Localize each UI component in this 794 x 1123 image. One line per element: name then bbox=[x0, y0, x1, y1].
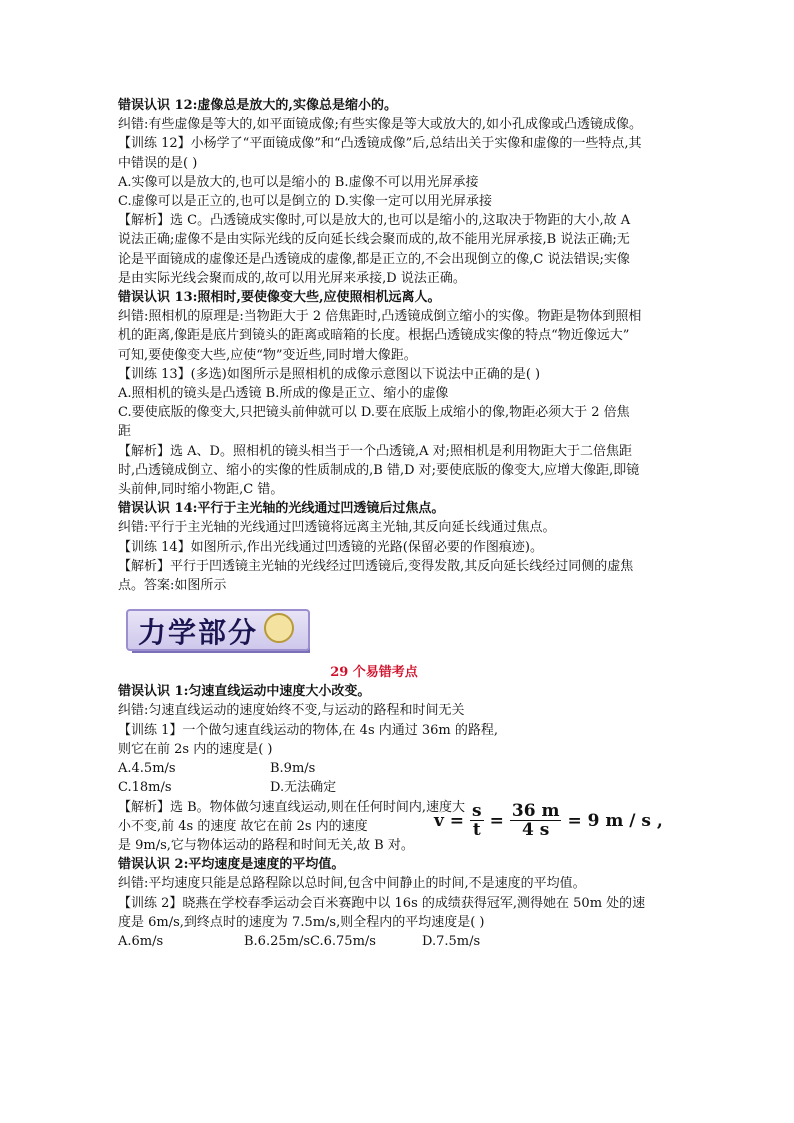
paragraph-line: 小不变,前 4s 的速度 故它在前 2s 内的速度 bbox=[118, 818, 368, 834]
formula-fraction-2 bbox=[510, 802, 562, 839]
q1-option-d: D.无法确定 bbox=[270, 780, 337, 796]
paragraph-line: 【解析】选 A、D。照相机的镜头相当于一个凸透镜,A 对;照相机是利用物距大于二倍焦距 bbox=[118, 443, 632, 459]
error-heading: 错误认识 14:平行于主光轴的光线通过凹透镜后过焦点。 bbox=[118, 501, 445, 517]
paragraph-line: 纠错:平行于主光轴的光线通过凹透镜将远离主光轴,其反向延长线通过焦点。 bbox=[118, 520, 556, 536]
q2-options bbox=[118, 932, 690, 951]
formula-lhs: v = bbox=[434, 810, 465, 831]
paragraph-line: 时,凸透镜成倒立、缩小的实像的性质制成的,B 错,D 对;要使底版的像变大,应增大像距,即镜 bbox=[118, 462, 640, 478]
paragraph-line: 论是平面镜成的虚像还是凸透镜成的虚像,都是正立的,不会出现倒立的像,C 说法错误;实像 bbox=[118, 251, 630, 267]
paragraph-line: 【训练 14】如图所示,作出光线通过凹透镜的光路(保留必要的作图痕迹)。 bbox=[118, 539, 543, 555]
paragraph-line: 【解析】平行于凹透镜主光轴的光线经过凹透镜后,变得发散,其反向延长线经过同侧的虚焦 bbox=[118, 558, 634, 574]
paragraph-line: A.照相机的镜头是凸透镜 B.所成的像是正立、缩小的虚像 bbox=[118, 386, 449, 402]
paragraph-line: 可知,要使像变大些,应使“物”变近些,同时增大像距。 bbox=[118, 347, 417, 363]
paragraph-line: 【训练 1】一个做匀速直线运动的物体,在 4s 内通过 36m 的路程, bbox=[118, 722, 499, 738]
paragraph-line: 说法正确;虚像不是由实际光线的反向延长线会聚而成的,故不能用光屏承接,B 说法正确;无 bbox=[118, 232, 630, 248]
paragraph-line: C.要使底版的像变大,只把镜头前伸就可以 D.要在底版上成缩小的像,物距必须大于 2 倍焦 bbox=[118, 405, 630, 421]
paragraph-line: 则它在前 2s 内的速度是( ) bbox=[118, 741, 273, 757]
formula-fraction-1 bbox=[470, 802, 484, 839]
paragraph-line: 距 bbox=[118, 424, 132, 440]
error-heading: 错误认识 1:匀速直线运动中速度大小改变。 bbox=[118, 684, 371, 700]
banner-title: 力学部分 bbox=[138, 616, 259, 650]
banner-subtitle: 29 个易错考点 bbox=[330, 665, 418, 681]
paragraph-line: A.实像可以是放大的,也可以是缩小的 B.虚像不可以用光屏承接 bbox=[118, 174, 479, 190]
formula-f2-num: 36 m bbox=[511, 801, 560, 821]
formula-rhs: = 9 m / s , bbox=[567, 810, 663, 831]
error-heading: 错误认识 12:虚像总是放大的,实像总是缩小的。 bbox=[118, 98, 397, 113]
velocity-formula bbox=[434, 802, 663, 839]
error-heading: 错误认识 13:照相时,要使像变大些,应使照相机远离人。 bbox=[118, 290, 441, 306]
paragraph-line: 中错误的是( ) bbox=[118, 155, 198, 171]
formula-f1-num: s bbox=[472, 801, 482, 821]
paragraph-line: 纠错:平均速度只能是总路程除以总时间,包含中间静止的时间,不是速度的平均值。 bbox=[118, 876, 586, 892]
paragraph-line: 【训练 2】晓燕在学校春季运动会百米赛跑中以 16s 的成绩获得冠军,测得她在 50m 处的速 bbox=[118, 895, 646, 911]
q1-options-row1 bbox=[118, 759, 690, 778]
paragraph-line: C.虚像可以是正立的,也可以是倒立的 D.实像一定可以用光屏承接 bbox=[118, 194, 492, 210]
mechanics-banner bbox=[118, 603, 690, 663]
paragraph-line: 机的距离,像距是底片到镜头的距离或暗箱的长度。根据凸透镜成实像的特点“物近像远大” bbox=[118, 328, 630, 344]
paragraph-line: 【解析】选 C。凸透镜成实像时,可以是放大的,也可以是缩小的,这取决于物距的大小,故 A bbox=[118, 213, 631, 229]
error-heading: 错误认识 2:平均速度是速度的平均值。 bbox=[118, 857, 345, 873]
formula-f2-den: 4 s bbox=[522, 820, 550, 840]
paragraph-line: 纠错:有些虚像是等大的,如平面镜成像;有些实像是等大或放大的,如小孔成像或凸透镜成像。 bbox=[118, 117, 643, 133]
q2-option-d: D.7.5m/s bbox=[422, 933, 481, 949]
mechanics-section-q1 bbox=[118, 682, 690, 759]
q1-option-a: A.4.5m/s bbox=[118, 761, 176, 777]
q1-options-row2 bbox=[118, 778, 690, 797]
paragraph-line: 纠错:照相机的原理是:当物距大于 2 倍焦距时,凸透镜成倒立缩小的实像。物距是物体到照相 bbox=[118, 309, 642, 325]
paragraph-line: 【解析】选 B。物体做匀速直线运动,则在任何时间内,速度大 bbox=[118, 799, 465, 815]
formula-f1-den: t bbox=[472, 820, 481, 840]
paragraph-line: 点。答案:如图所示 bbox=[118, 578, 227, 594]
formula-eq1: = bbox=[489, 810, 504, 831]
paragraph-line: 纠错:匀速直线运动的速度始终不变,与运动的路程和时间无关 bbox=[118, 703, 465, 719]
q2-option-bc: B.6.25m/sC.6.75m/s bbox=[244, 933, 376, 949]
q2-option-a: A.6m/s bbox=[118, 933, 164, 949]
optics-section bbox=[118, 96, 690, 595]
paragraph-line: 【训练 12】小杨学了“平面镜成像”和“凸透镜成像”后,总结出关于实像和虚像的一些特点,其 bbox=[118, 136, 642, 152]
paragraph-line: 【训练 13】(多选)如图所示是照相机的成像示意图以下说法中正确的是( ) bbox=[118, 366, 541, 382]
paragraph-line: 是 9m/s,它与物体运动的路程和时间无关,故 B 对。 bbox=[118, 837, 414, 853]
paragraph-line: 度是 6m/s,到终点时的速度为 7.5m/s,则全程内的平均速度是( ) bbox=[118, 914, 485, 930]
paragraph-line: 是由实际光线会聚而成的,故可以用光屏来承接,D 说法正确。 bbox=[118, 270, 466, 286]
q1-option-c: C.18m/s bbox=[118, 780, 172, 796]
paragraph-line: 头前伸,同时缩小物距,C 错。 bbox=[118, 482, 284, 498]
q1-option-b: B.9m/s bbox=[270, 761, 316, 777]
